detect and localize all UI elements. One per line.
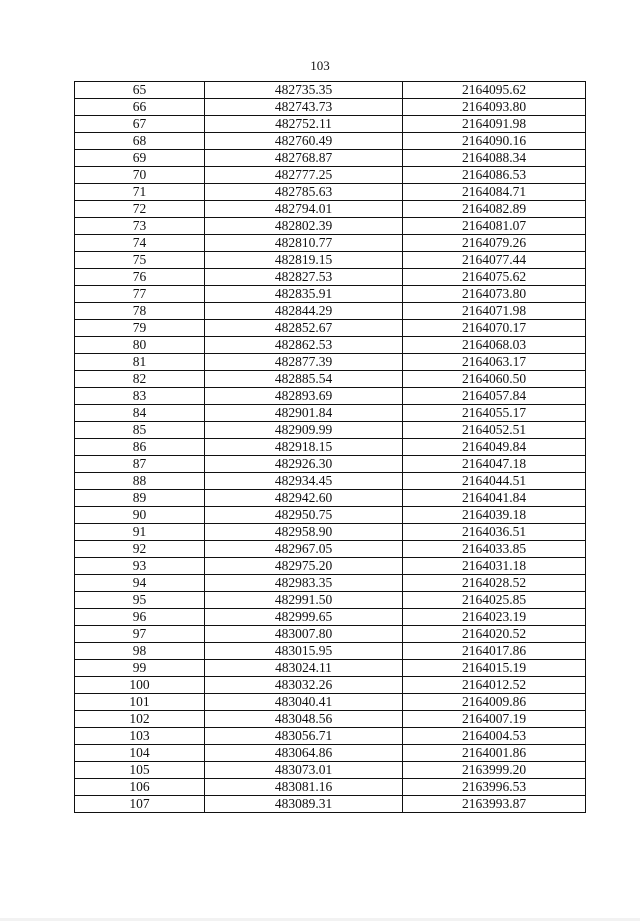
x-coordinate-cell: 482967.05 xyxy=(205,541,403,558)
y-coordinate-cell: 2164049.84 xyxy=(403,439,586,456)
table-row xyxy=(75,677,586,694)
table-row xyxy=(75,507,586,524)
y-coordinate-cell: 2164077.44 xyxy=(403,252,586,269)
x-coordinate-cell: 483032.26 xyxy=(205,677,403,694)
coordinates-table xyxy=(74,81,586,813)
point-number-cell: 88 xyxy=(75,473,205,490)
x-coordinate-cell: 482794.01 xyxy=(205,201,403,218)
point-number-cell: 102 xyxy=(75,711,205,728)
y-coordinate-cell: 2164007.19 xyxy=(403,711,586,728)
point-number-cell: 89 xyxy=(75,490,205,507)
x-coordinate-cell: 482909.99 xyxy=(205,422,403,439)
table-row xyxy=(75,218,586,235)
y-coordinate-cell: 2164068.03 xyxy=(403,337,586,354)
table-row xyxy=(75,728,586,745)
y-coordinate-cell: 2164015.19 xyxy=(403,660,586,677)
x-coordinate-cell: 482901.84 xyxy=(205,405,403,422)
y-coordinate-cell: 2164036.51 xyxy=(403,524,586,541)
y-coordinate-cell: 2163993.87 xyxy=(403,796,586,813)
y-coordinate-cell: 2164052.51 xyxy=(403,422,586,439)
y-coordinate-cell: 2164001.86 xyxy=(403,745,586,762)
y-coordinate-cell: 2164009.86 xyxy=(403,694,586,711)
x-coordinate-cell: 483015.95 xyxy=(205,643,403,660)
table-row xyxy=(75,558,586,575)
point-number-cell: 87 xyxy=(75,456,205,473)
x-coordinate-cell: 483073.01 xyxy=(205,762,403,779)
x-coordinate-cell: 483056.71 xyxy=(205,728,403,745)
y-coordinate-cell: 2164075.62 xyxy=(403,269,586,286)
x-coordinate-cell: 482918.15 xyxy=(205,439,403,456)
point-number-cell: 69 xyxy=(75,150,205,167)
x-coordinate-cell: 482885.54 xyxy=(205,371,403,388)
coordinates-table-body xyxy=(75,82,586,813)
y-coordinate-cell: 2164041.84 xyxy=(403,490,586,507)
point-number-cell: 104 xyxy=(75,745,205,762)
point-number-cell: 85 xyxy=(75,422,205,439)
point-number-cell: 67 xyxy=(75,116,205,133)
table-row xyxy=(75,133,586,150)
table-row xyxy=(75,99,586,116)
x-coordinate-cell: 482835.91 xyxy=(205,286,403,303)
y-coordinate-cell: 2164055.17 xyxy=(403,405,586,422)
x-coordinate-cell: 482743.73 xyxy=(205,99,403,116)
point-number-cell: 101 xyxy=(75,694,205,711)
point-number-cell: 73 xyxy=(75,218,205,235)
table-row xyxy=(75,388,586,405)
page-number: 103 xyxy=(310,58,330,73)
table-row xyxy=(75,762,586,779)
x-coordinate-cell: 483024.11 xyxy=(205,660,403,677)
x-coordinate-cell: 483064.86 xyxy=(205,745,403,762)
point-number-cell: 92 xyxy=(75,541,205,558)
scan-edge xyxy=(0,0,2,921)
point-number-cell: 80 xyxy=(75,337,205,354)
table-row xyxy=(75,371,586,388)
x-coordinate-cell: 482852.67 xyxy=(205,320,403,337)
y-coordinate-cell: 2164060.50 xyxy=(403,371,586,388)
table-row xyxy=(75,116,586,133)
y-coordinate-cell: 2164090.16 xyxy=(403,133,586,150)
y-coordinate-cell: 2164012.52 xyxy=(403,677,586,694)
point-number-cell: 83 xyxy=(75,388,205,405)
table-row xyxy=(75,541,586,558)
table-row xyxy=(75,337,586,354)
x-coordinate-cell: 482934.45 xyxy=(205,473,403,490)
y-coordinate-cell: 2164028.52 xyxy=(403,575,586,592)
x-coordinate-cell: 482752.11 xyxy=(205,116,403,133)
y-coordinate-cell: 2164025.85 xyxy=(403,592,586,609)
table-row xyxy=(75,779,586,796)
x-coordinate-cell: 482942.60 xyxy=(205,490,403,507)
table-row xyxy=(75,167,586,184)
table-row xyxy=(75,592,586,609)
y-coordinate-cell: 2164063.17 xyxy=(403,354,586,371)
table-row xyxy=(75,473,586,490)
table-row xyxy=(75,745,586,762)
y-coordinate-cell: 2164004.53 xyxy=(403,728,586,745)
y-coordinate-cell: 2164031.18 xyxy=(403,558,586,575)
table-row xyxy=(75,320,586,337)
point-number-cell: 90 xyxy=(75,507,205,524)
table-row xyxy=(75,150,586,167)
point-number-cell: 91 xyxy=(75,524,205,541)
point-number-cell: 100 xyxy=(75,677,205,694)
x-coordinate-cell: 482785.63 xyxy=(205,184,403,201)
point-number-cell: 76 xyxy=(75,269,205,286)
y-coordinate-cell: 2164084.71 xyxy=(403,184,586,201)
y-coordinate-cell: 2164057.84 xyxy=(403,388,586,405)
table-row xyxy=(75,643,586,660)
table-row xyxy=(75,575,586,592)
y-coordinate-cell: 2164020.52 xyxy=(403,626,586,643)
table-row xyxy=(75,235,586,252)
point-number-cell: 77 xyxy=(75,286,205,303)
table-row xyxy=(75,303,586,320)
table-row xyxy=(75,354,586,371)
x-coordinate-cell: 482802.39 xyxy=(205,218,403,235)
point-number-cell: 79 xyxy=(75,320,205,337)
point-number-cell: 95 xyxy=(75,592,205,609)
x-coordinate-cell: 482760.49 xyxy=(205,133,403,150)
point-number-cell: 99 xyxy=(75,660,205,677)
x-coordinate-cell: 482819.15 xyxy=(205,252,403,269)
table-row xyxy=(75,269,586,286)
x-coordinate-cell: 482958.90 xyxy=(205,524,403,541)
x-coordinate-cell: 482975.20 xyxy=(205,558,403,575)
table-row xyxy=(75,490,586,507)
point-number-cell: 106 xyxy=(75,779,205,796)
point-number-cell: 72 xyxy=(75,201,205,218)
table-row xyxy=(75,456,586,473)
point-number-cell: 107 xyxy=(75,796,205,813)
table-row xyxy=(75,626,586,643)
x-coordinate-cell: 482877.39 xyxy=(205,354,403,371)
y-coordinate-cell: 2164070.17 xyxy=(403,320,586,337)
point-number-cell: 82 xyxy=(75,371,205,388)
point-number-cell: 71 xyxy=(75,184,205,201)
table-row xyxy=(75,405,586,422)
x-coordinate-cell: 483048.56 xyxy=(205,711,403,728)
x-coordinate-cell: 482844.29 xyxy=(205,303,403,320)
y-coordinate-cell: 2164039.18 xyxy=(403,507,586,524)
x-coordinate-cell: 482810.77 xyxy=(205,235,403,252)
table-row xyxy=(75,422,586,439)
x-coordinate-cell: 483081.16 xyxy=(205,779,403,796)
point-number-cell: 97 xyxy=(75,626,205,643)
table-row xyxy=(75,711,586,728)
point-number-cell: 81 xyxy=(75,354,205,371)
y-coordinate-cell: 2164086.53 xyxy=(403,167,586,184)
x-coordinate-cell: 482999.65 xyxy=(205,609,403,626)
point-number-cell: 68 xyxy=(75,133,205,150)
y-coordinate-cell: 2164047.18 xyxy=(403,456,586,473)
point-number-cell: 78 xyxy=(75,303,205,320)
y-coordinate-cell: 2164079.26 xyxy=(403,235,586,252)
x-coordinate-cell: 483007.80 xyxy=(205,626,403,643)
point-number-cell: 94 xyxy=(75,575,205,592)
x-coordinate-cell: 482893.69 xyxy=(205,388,403,405)
point-number-cell: 84 xyxy=(75,405,205,422)
point-number-cell: 96 xyxy=(75,609,205,626)
table-row xyxy=(75,82,586,99)
y-coordinate-cell: 2163999.20 xyxy=(403,762,586,779)
x-coordinate-cell: 482735.35 xyxy=(205,82,403,99)
x-coordinate-cell: 482777.25 xyxy=(205,167,403,184)
x-coordinate-cell: 482983.35 xyxy=(205,575,403,592)
x-coordinate-cell: 482862.53 xyxy=(205,337,403,354)
y-coordinate-cell: 2164071.98 xyxy=(403,303,586,320)
y-coordinate-cell: 2164088.34 xyxy=(403,150,586,167)
y-coordinate-cell: 2164095.62 xyxy=(403,82,586,99)
x-coordinate-cell: 482827.53 xyxy=(205,269,403,286)
point-number-cell: 74 xyxy=(75,235,205,252)
point-number-cell: 103 xyxy=(75,728,205,745)
y-coordinate-cell: 2164023.19 xyxy=(403,609,586,626)
x-coordinate-cell: 482950.75 xyxy=(205,507,403,524)
table-row xyxy=(75,660,586,677)
x-coordinate-cell: 483040.41 xyxy=(205,694,403,711)
table-row xyxy=(75,184,586,201)
y-coordinate-cell: 2164044.51 xyxy=(403,473,586,490)
point-number-cell: 105 xyxy=(75,762,205,779)
table-row xyxy=(75,694,586,711)
table-row xyxy=(75,439,586,456)
x-coordinate-cell: 483089.31 xyxy=(205,796,403,813)
y-coordinate-cell: 2164091.98 xyxy=(403,116,586,133)
point-number-cell: 75 xyxy=(75,252,205,269)
table-row xyxy=(75,286,586,303)
point-number-cell: 66 xyxy=(75,99,205,116)
y-coordinate-cell: 2164017.86 xyxy=(403,643,586,660)
point-number-cell: 70 xyxy=(75,167,205,184)
x-coordinate-cell: 482991.50 xyxy=(205,592,403,609)
table-row xyxy=(75,252,586,269)
y-coordinate-cell: 2164073.80 xyxy=(403,286,586,303)
table-row xyxy=(75,609,586,626)
table-row xyxy=(75,796,586,813)
y-coordinate-cell: 2164082.89 xyxy=(403,201,586,218)
y-coordinate-cell: 2163996.53 xyxy=(403,779,586,796)
y-coordinate-cell: 2164093.80 xyxy=(403,99,586,116)
x-coordinate-cell: 482926.30 xyxy=(205,456,403,473)
point-number-cell: 65 xyxy=(75,82,205,99)
x-coordinate-cell: 482768.87 xyxy=(205,150,403,167)
y-coordinate-cell: 2164033.85 xyxy=(403,541,586,558)
point-number-cell: 86 xyxy=(75,439,205,456)
point-number-cell: 93 xyxy=(75,558,205,575)
y-coordinate-cell: 2164081.07 xyxy=(403,218,586,235)
point-number-cell: 98 xyxy=(75,643,205,660)
table-row xyxy=(75,524,586,541)
table-row xyxy=(75,201,586,218)
